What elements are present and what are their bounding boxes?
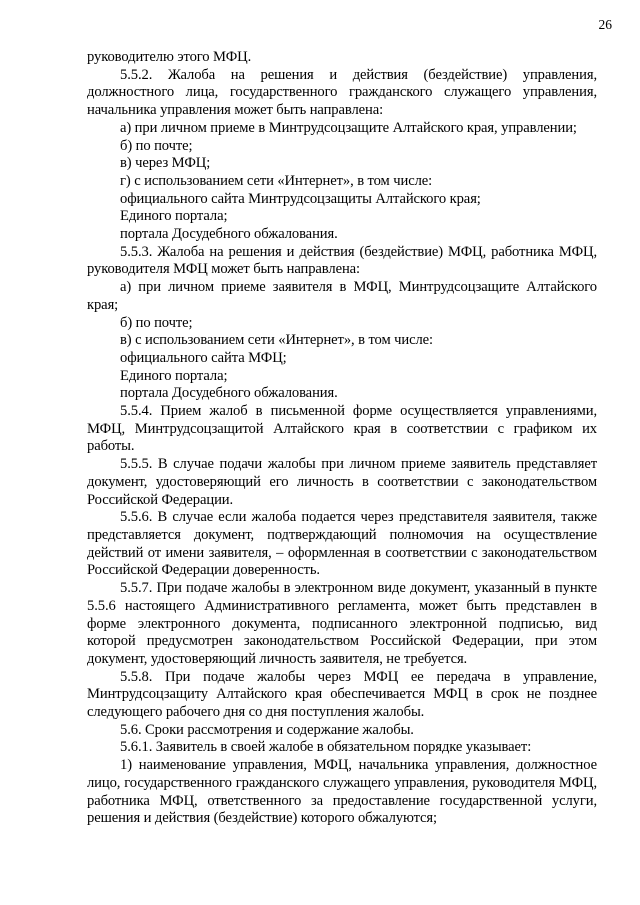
paragraph-5-5-2: 5.5.2. Жалоба на решения и действия (бездействие) управления, должностного лица, государственного гражданского служащего управления, начальника управления может быть направлена: [87, 66, 597, 119]
list-subitem: Единого портала; [120, 208, 228, 225]
document-body [87, 49, 597, 828]
list-item-b: б) по почте; [120, 137, 193, 154]
list-item-a: а) при личном приеме заявителя в МФЦ, Минтрудсоцзащите Алтайского края; [87, 279, 597, 313]
list-item-v: в) через МФЦ; [120, 155, 211, 172]
list-item-a: а) при личном приеме в Минтрудсоцзащите Алтайского края, управлении; [120, 119, 577, 136]
paragraph-5-5-6: 5.5.6. В случае если жалоба подается через представителя заявителя, также представляется документ, подтверждающий полномочия на осуществление действий от имени заявителя, – оформленная в соответствии с законодательством Российской Федерации доверенность. [87, 509, 597, 579]
paragraph-5-5-3: 5.5.3. Жалоба на решения и действия (бездействие) МФЦ, работника МФЦ, руководителя МФЦ может быть направлена: [87, 243, 597, 278]
page-number: 26 [598, 17, 612, 32]
list-item-b: б) по почте; [120, 314, 193, 331]
list-subitem: Единого портала; [120, 367, 228, 384]
paragraph-5-5-8: 5.5.8. При подаче жалобы через МФЦ ее передача в управление, Минтрудсоцзащиту Алтайского края обеспечивается МФЦ в срок не позднее следующего рабочего дня со дня поступления жалобы. [87, 668, 597, 721]
section-heading-5-6: 5.6. Сроки рассмотрения и содержание жалобы. [120, 721, 414, 738]
list-subitem: официального сайта МФЦ; [120, 349, 287, 366]
paragraph-5-5-4: 5.5.4. Прием жалоб в письменной форме осуществляется управлениями, МФЦ, Минтрудсоцзащитой Алтайского края в соответствии с графиком их работы. [87, 403, 597, 455]
list-subitem: портала Досудебного обжалования. [120, 226, 338, 243]
paragraph-5-5-5: 5.5.5. В случае подачи жалобы при личном приеме заявитель представляет документ, удостоверяющий его личность в соответствии с законодательством Российской Федерации. [87, 456, 597, 508]
paragraph-continuation: руководителю этого МФЦ. [87, 49, 252, 65]
list-item-1: 1) наименование управления, МФЦ, начальника управления, должностное лицо, государственного гражданского служащего управления, руководителя МФЦ, работника МФЦ, ответственного за предоставление государственной услуги, решения и действия (бездействие) которого обжалуются; [87, 757, 597, 827]
paragraph-5-6-1: 5.6.1. Заявитель в своей жалобе в обязательном порядке указывает: [120, 739, 532, 756]
list-item-g: г) с использованием сети «Интернет», в том числе: [120, 172, 433, 189]
list-subitem: официального сайта Минтрудсоцзащиты Алтайского края; [120, 190, 481, 207]
list-subitem: портала Досудебного обжалования. [120, 385, 338, 402]
paragraph-5-5-7: 5.5.7. При подаче жалобы в электронном виде документ, указанный в пункте 5.5.6 настоящего Административного регламента, может быть представлен в форме электронного документа, подписанного электронной подписью, вид которой предусмотрен законодательством Российской Федерации, при этом документ, удостоверяющий личность заявителя, не требуется. [87, 580, 597, 667]
list-item-v: в) с использованием сети «Интернет», в том числе: [120, 332, 433, 349]
